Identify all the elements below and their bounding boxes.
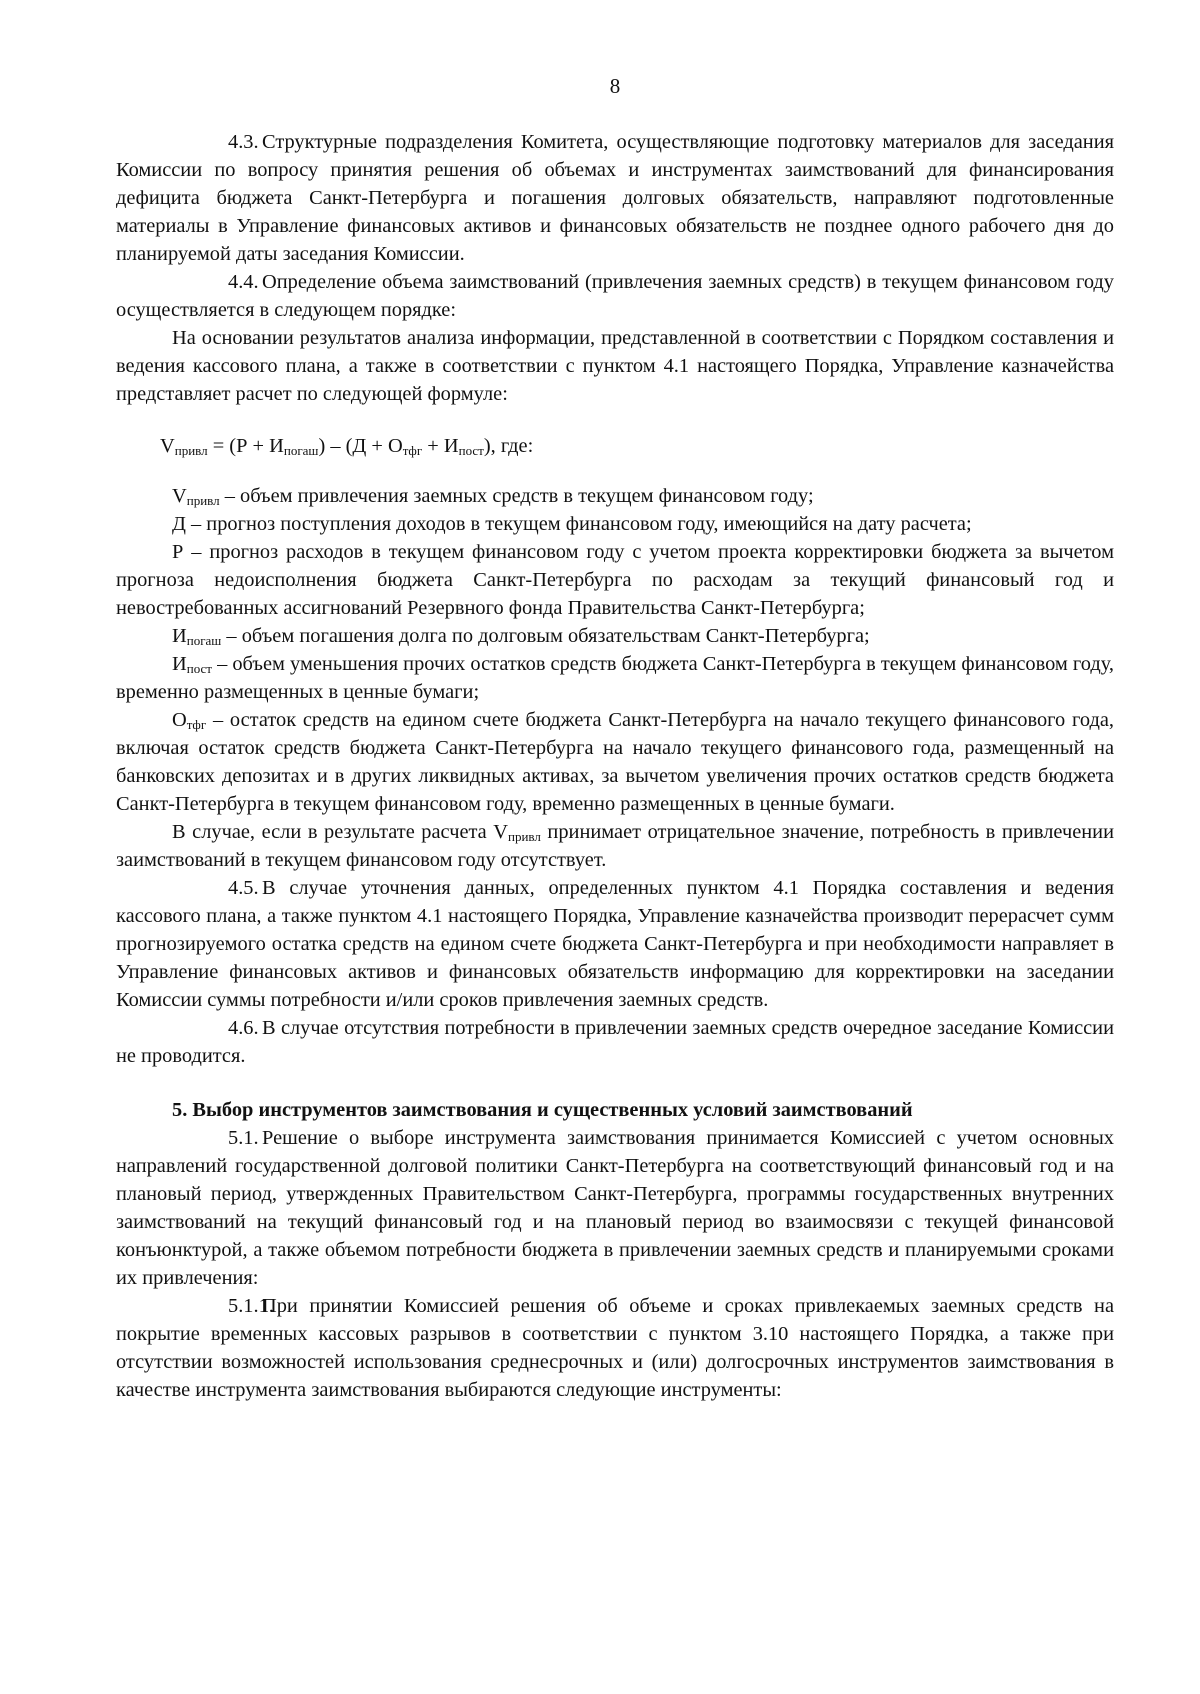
symbol-sub: пост <box>186 661 212 676</box>
paragraph-number: 4.4. <box>228 271 259 293</box>
paragraph-text: Определение объема заимствований (привлечения заемных средств) в текущем финансовом году осуществляется в следующем порядке: <box>116 271 1114 321</box>
paragraph-4-4 <box>116 268 1114 324</box>
paragraph-5-1-1 <box>116 1292 1114 1404</box>
definition-d: Д – прогноз поступления доходов в текущем финансовом году, имеющийся на дату расчета; <box>172 513 972 535</box>
formula-v: V <box>160 435 175 457</box>
paragraph-text: В случае отсутствия потребности в привлечении заемных средств очередное заседание Комиссии не проводится. <box>116 1017 1114 1067</box>
symbol-sub: погаш <box>186 633 222 648</box>
formula-part: + И <box>422 435 459 457</box>
definition-text: – объем уменьшения прочих остатков средств бюджета Санкт-Петербурга в текущем финансовом году, временно размещенных в ценные бумаги; <box>116 653 1114 703</box>
formula-v-sub: привл <box>174 443 208 458</box>
definition-o-tfg <box>116 706 1114 818</box>
document-body <box>116 128 1114 1404</box>
paragraph-text: Структурные подразделения Комитета, осуществляющие подготовку материалов для заседания Комиссии по вопросу принятия решения об объемах и инструментах заимствований для финансирования дефицита бюджета Санкт-Петербурга и погашения долговых обязательств, направляют подготовленные материалы в Управление финансовых активов и финансовых обязательств не позднее одного рабочего дня до планируемой даты заседания Комиссии. <box>116 131 1114 265</box>
paragraph-text: Решение о выборе инструмента заимствования принимается Комиссией с учетом основных направлений государственной долговой политики Санкт-Петербурга на соответствующий финансовый год и на плановый период, утвержденных Правительством Санкт-Петербурга, программы государственных внутренних заимствований на текущий финансовый год и на плановый период во взаимосвязи с текущей финансовой конъюнктурой, а также объемом потребности бюджета в привлечении заемных средств и планируемыми сроками их привлечения: <box>116 1127 1114 1289</box>
paragraph-number: 4.6. <box>228 1017 259 1039</box>
section-5-heading: 5. Выбор инструментов заимствования и существенных условий заимствований <box>172 1099 913 1121</box>
paragraph-text: При принятии Комиссией решения об объеме и сроках привлекаемых заемных средств на покрытие временных кассовых разрывов в соответствии с пунктом 3.10 настоящего Порядка, а также при отсутствии возможностей использования среднесрочных и (или) долгосрочных инструментов заимствования в качестве инструмента заимствования выбираются следующие инструменты: <box>116 1295 1114 1401</box>
note-text: В случае, если в результате расчета V <box>172 821 508 843</box>
symbol-sub: привл <box>508 829 541 844</box>
symbol: V <box>172 485 187 507</box>
symbol-sub: тфг <box>186 717 207 732</box>
definition-v <box>116 482 1114 510</box>
symbol: О <box>172 709 187 731</box>
formula <box>160 432 1114 460</box>
formula-o-sub: тфг <box>402 443 423 458</box>
paragraph-number: 5.1.1. <box>228 1295 274 1317</box>
definition-r: Р – прогноз расходов в текущем финансовом году с учетом проекта корректировки бюджета за вычетом прогноза недоисполнения бюджета Санкт-Петербурга по расходам за текущий финансовый год и невостребованных ассигнований Резервного фонда Правительства Санкт-Петербурга; <box>116 541 1114 619</box>
paragraph-5-1 <box>116 1124 1114 1292</box>
page-number: 8 <box>609 74 621 98</box>
note-text: принимает отрицательное значение, потребность в привлечении заимствований в текущем финансовом году отсутствует. <box>116 821 1115 871</box>
paragraph-4-6 <box>116 1014 1114 1070</box>
negative-value-note <box>116 818 1114 874</box>
paragraph-4-5 <box>116 874 1114 1014</box>
paragraph-number: 5.1. <box>228 1127 259 1149</box>
symbol: И <box>172 653 187 675</box>
formula-part: ) – (Д + О <box>318 435 403 457</box>
paragraph-4-4-basis: На основании результатов анализа информации, представленной в соответствии с Порядком составления и ведения кассового плана, а также в соответствии с пунктом 4.1 настоящего Порядка, Управление казначейства представляет расчет по следующей формуле: <box>116 327 1114 405</box>
formula-i1-sub: погаш <box>283 443 319 458</box>
definition-i-post <box>116 650 1114 706</box>
symbol-sub: привл <box>186 493 220 508</box>
definition-text: – остаток средств на едином счете бюджета Санкт-Петербурга на начало текущего финансового года, включая остаток средств бюджета Санкт-Петербурга на начало текущего финансового года, размещенный на банковских депозитах и в других ликвидных активах, за вычетом увеличения прочих остатков средств бюджета Санкт-Петербурга в текущем финансовом году, временно размещенных в ценные бумаги. <box>116 709 1114 815</box>
formula-i2-sub: пост <box>458 443 484 458</box>
symbol: И <box>172 625 187 647</box>
paragraph-4-3 <box>116 128 1114 268</box>
definition-i-pogash <box>116 622 1114 650</box>
formula-part: = (Р + И <box>207 435 284 457</box>
definition-text: – объем погашения долга по долговым обязательствам Санкт-Петербурга; <box>221 625 870 647</box>
definition-text: – объем привлечения заемных средств в текущем финансовом году; <box>219 485 814 507</box>
paragraph-number: 4.5. <box>228 877 259 899</box>
paragraph-text: В случае уточнения данных, определенных пунктом 4.1 Порядка составления и ведения кассового плана, а также пунктом 4.1 настоящего Порядка, Управление казначейства производит перерасчет сумм прогнозируемого остатка средств на едином счете бюджета Санкт-Петербурга и при необходимости направляет в Управление финансовых активов и финансовых обязательств информацию для корректировки на заседании Комиссии суммы потребности и/или сроков привлечения заемных средств. <box>116 877 1114 1011</box>
paragraph-number: 4.3. <box>228 131 259 153</box>
formula-part: ), где: <box>483 435 534 457</box>
